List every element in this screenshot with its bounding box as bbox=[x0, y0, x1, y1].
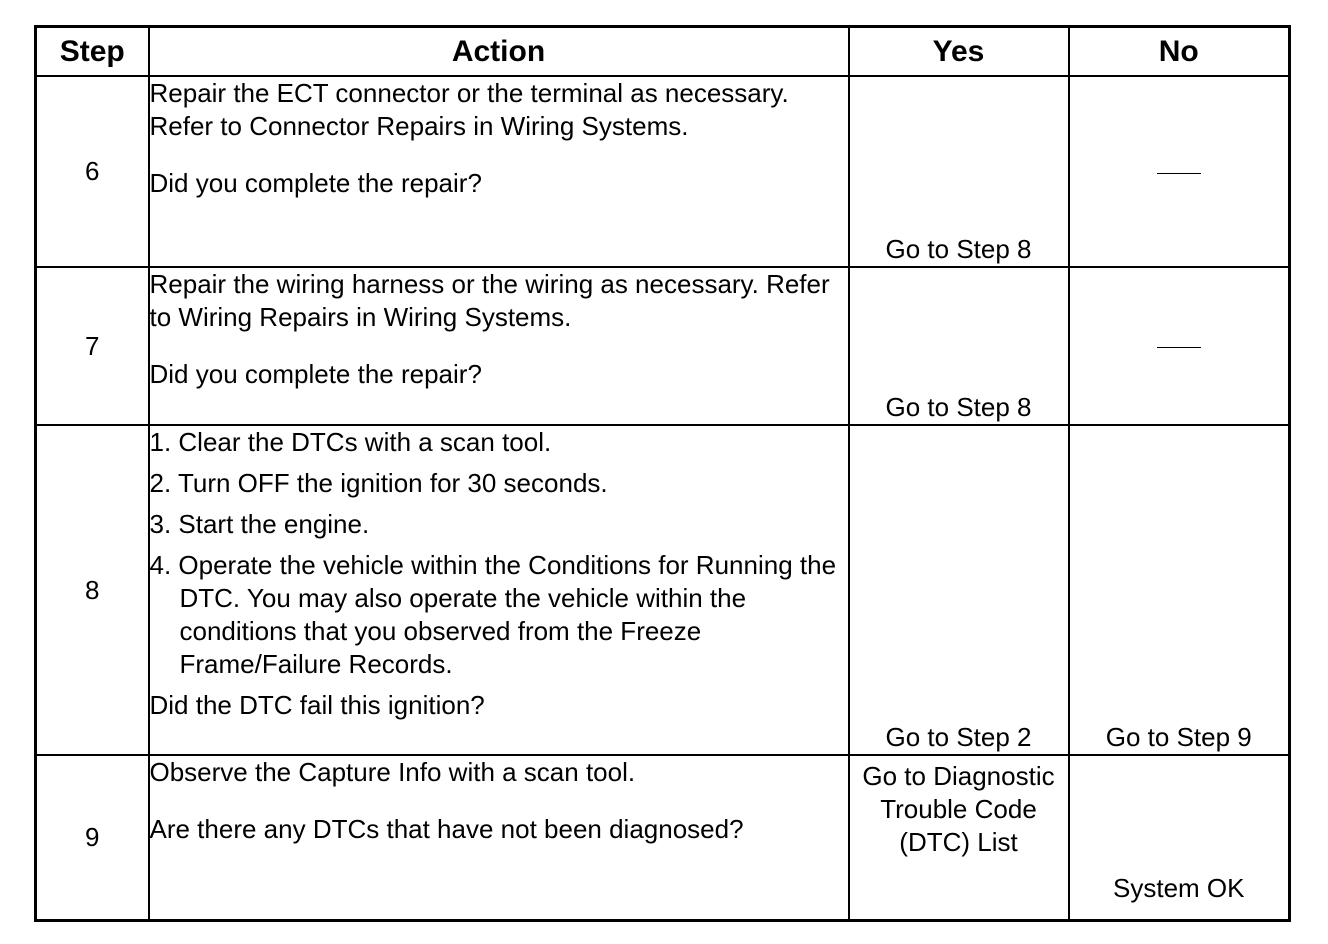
list-item: 1. Clear the DTCs with a scan tool. bbox=[149, 427, 552, 457]
no-cell: Go to Step 9 bbox=[1069, 425, 1290, 755]
action-question: Did you complete the repair? bbox=[149, 168, 482, 198]
action-cell bbox=[149, 755, 849, 920]
header-yes: Yes bbox=[849, 27, 1069, 77]
no-cell bbox=[1069, 76, 1290, 267]
no-cell: System OK bbox=[1069, 755, 1290, 920]
action-text: Repair the wiring harness or the wiring as necessary. Refer to Wiring Repairs in Wiring Systems. bbox=[149, 269, 830, 332]
dash-mark bbox=[1157, 173, 1201, 174]
diagnostic-table bbox=[34, 25, 1291, 922]
action-question: Did you complete the repair? bbox=[149, 359, 482, 389]
action-question: Did the DTC fail this ignition? bbox=[149, 690, 485, 720]
action-question: Are there any DTCs that have not been diagnosed? bbox=[149, 814, 744, 844]
yes-cell: Go to Diagnostic Trouble Code (DTC) List bbox=[849, 755, 1069, 920]
step-number: 9 bbox=[36, 755, 149, 920]
action-text: Repair the ECT connector or the terminal as necessary. Refer to Connector Repairs in Wiring Systems. bbox=[149, 78, 789, 141]
action-cell bbox=[149, 76, 849, 267]
header-step: Step bbox=[36, 27, 149, 77]
list-item: 3. Start the engine. bbox=[149, 509, 370, 539]
list-item: 4. Operate the vehicle within the Conditions for Running the DTC. You may also operate the vehicle within the conditions that you observed from the Freeze Frame/Failure Records. bbox=[149, 550, 837, 679]
yes-cell: Go to Step 8 bbox=[849, 76, 1069, 267]
step-number: 7 bbox=[36, 267, 149, 425]
action-cell bbox=[149, 425, 849, 755]
table-row bbox=[36, 425, 1290, 755]
step-number: 6 bbox=[36, 76, 149, 267]
header-action: Action bbox=[149, 27, 849, 77]
header-no: No bbox=[1069, 27, 1290, 77]
yes-cell: Go to Step 2 bbox=[849, 425, 1069, 755]
action-cell bbox=[149, 267, 849, 425]
header-row bbox=[36, 27, 1290, 77]
table-row bbox=[36, 76, 1290, 267]
no-cell bbox=[1069, 267, 1290, 425]
yes-cell: Go to Step 8 bbox=[849, 267, 1069, 425]
dash-mark bbox=[1157, 347, 1201, 348]
table-row bbox=[36, 755, 1290, 920]
step-number: 8 bbox=[36, 425, 149, 755]
action-text: Observe the Capture Info with a scan tool. bbox=[149, 757, 636, 787]
table-row bbox=[36, 267, 1290, 425]
list-item: 2. Turn OFF the ignition for 30 seconds. bbox=[149, 468, 608, 498]
